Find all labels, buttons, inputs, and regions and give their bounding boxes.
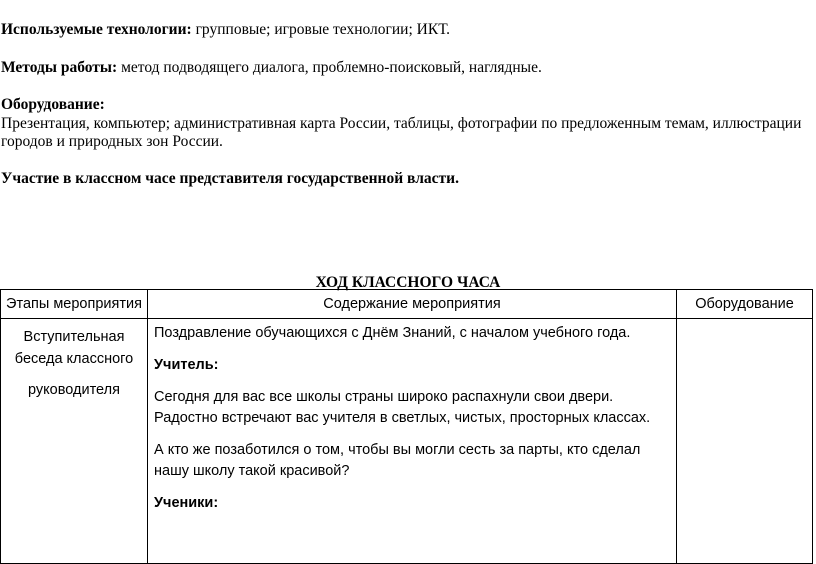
technologies-label: Используемые технологии:: [1, 21, 192, 38]
stage-line: беседа классного: [14, 351, 134, 367]
header-content: Содержание мероприятия: [148, 290, 677, 319]
speaker-label: Учитель:: [154, 357, 219, 373]
equipment-heading: [1, 94, 105, 115]
participation-paragraph: [1, 168, 459, 189]
methods-label: Методы работы:: [1, 59, 118, 76]
equipment-line-1: Презентация, компьютер; административная карта России, таблицы, фотографии по предложенным темам, иллюстрации: [1, 115, 802, 132]
content-paragraph: А кто же позаботился о том, чтобы вы могли сесть за парты, кто сделал нашу школу такой красивой?: [154, 442, 641, 479]
technologies-text: групповые; игровые технологии; ИКТ.: [191, 21, 450, 38]
equipment-line-2: городов и природных зон России.: [1, 133, 223, 150]
header-equipment: Оборудование: [677, 290, 813, 319]
content-paragraph: Поздравление обучающихся с Днём Знаний, с началом учебного года.: [154, 325, 631, 341]
content-cell: [148, 319, 677, 564]
participation-text: Участие в классном часе представителя государственной власти.: [1, 170, 459, 187]
speaker-label: Ученики:: [154, 495, 219, 511]
equipment-label: Оборудование:: [1, 96, 105, 113]
lesson-plan-table: [0, 289, 813, 564]
content-paragraph: Сегодня для вас все школы страны широко распахнули свои двери. Радостно встречают вас учителя в светлых, чистых, просторных классах.: [154, 389, 651, 426]
equipment-cell: [677, 319, 813, 564]
table-row: [1, 319, 813, 564]
technologies-paragraph: [1, 19, 450, 40]
methods-paragraph: [1, 57, 542, 78]
stage-line: Вступительная: [23, 329, 125, 345]
methods-text: метод подводящего диалога, проблемно-поисковый, наглядные.: [117, 59, 542, 76]
stage-cell: [1, 319, 148, 564]
section-title: ХОД КЛАССНОГО ЧАСА: [315, 274, 501, 291]
content-speaker-students: [154, 493, 670, 514]
header-stages: Этапы мероприятия: [1, 290, 148, 319]
table-header-row: [1, 290, 813, 319]
stage-line: руководителя: [28, 382, 120, 398]
content-speaker-teacher: [154, 355, 670, 376]
